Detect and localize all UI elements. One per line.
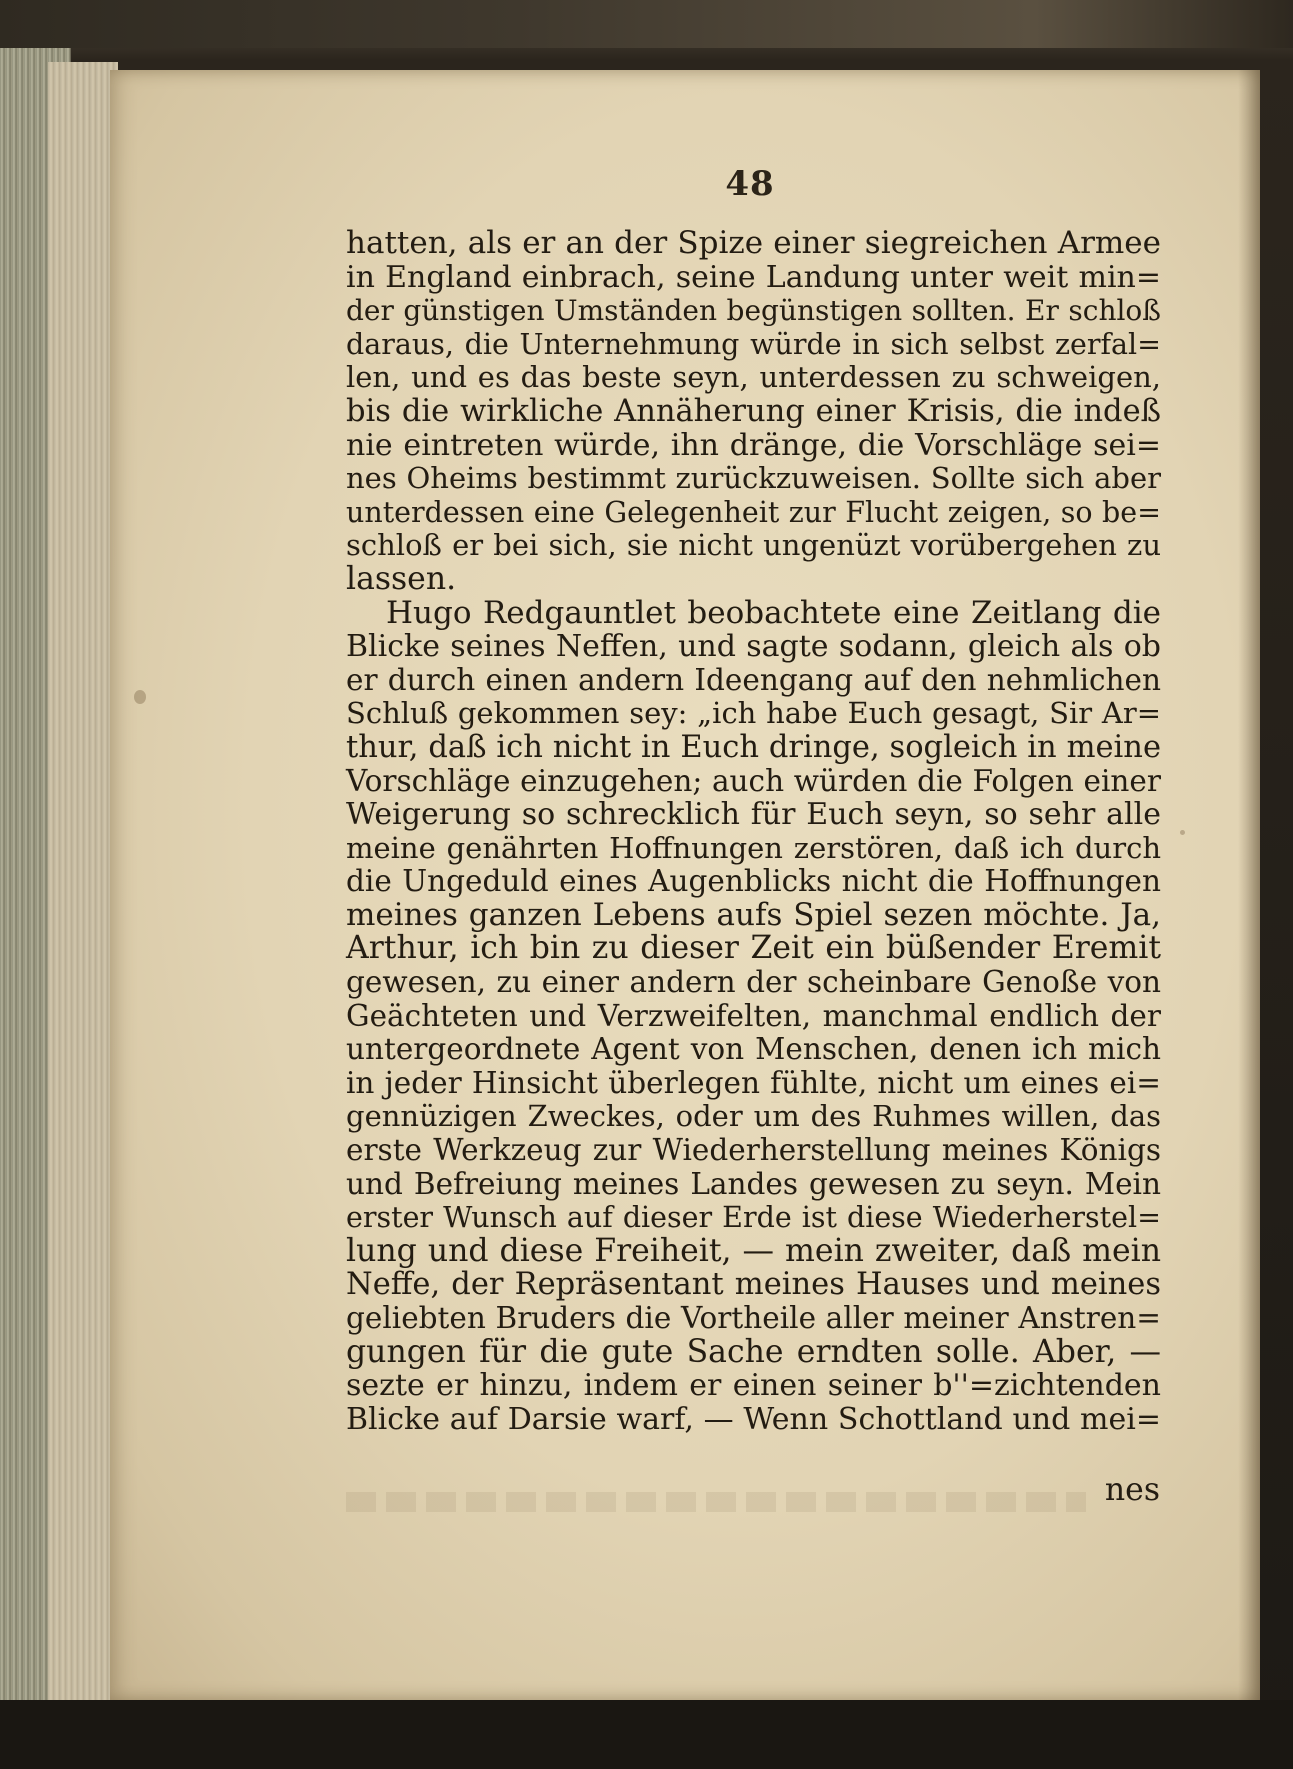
text-line: Neffe, der Repräsentant meines Hauses und meines — [346, 1267, 1161, 1303]
text-line: gennüzigen Zweckes, oder um des Ruhmes willen, das — [346, 1099, 1161, 1134]
show-through-text — [346, 1492, 1086, 1512]
text-line: Blicke seines Neffen, und sagte sodann, gleich als ob — [346, 629, 1161, 665]
text-line: meine genährten Hoffnungen zerstören, daß ich durch — [346, 830, 1161, 865]
text-line: hatten, als er an der Spize einer siegreichen Armee — [346, 225, 1161, 261]
text-line: bis die wirkliche Annäherung einer Krisis, die indeß — [346, 393, 1161, 429]
text-line: daraus, die Unternehmung würde in sich selbst zerfal= — [346, 327, 1161, 361]
paper-stain — [1180, 830, 1185, 835]
text-line: sezte er hinzu, indem er einen seiner b''=zichtenden — [346, 1368, 1161, 1404]
text-line: Weigerung so schrecklich für Euch seyn, so sehr alle — [346, 797, 1161, 833]
text-line: meines ganzen Lebens aufs Spiel sezen möchte. Ja, — [346, 896, 1161, 933]
text-line: gewesen, zu einer andern der scheinbare Genoße von — [346, 965, 1161, 1000]
catchword: nes — [1104, 1472, 1160, 1508]
text-line: Schluß gekommen sey: „ich habe Euch gesagt, Sir Ar= — [346, 696, 1161, 731]
text-line: len, und es das beste seyn, unterdessen zu schweigen, — [346, 360, 1161, 395]
page-gutter-shadow — [1238, 70, 1260, 1700]
text-line: Blicke auf Darsie warf, — Wenn Schottland und mei= — [346, 1401, 1161, 1437]
text-line: untergeordnete Agent von Menschen, denen ich mich — [346, 1032, 1161, 1067]
text-line: Geächteten und Verzweifelten, manchmal endlich der — [346, 998, 1161, 1033]
text-line: der günstigen Umständen begünstigen sollten. Er schloß — [346, 294, 1161, 328]
text-line: lung und diese Freiheit, — mein zweiter, daß mein — [346, 1232, 1161, 1269]
bottom-shadow — [0, 1700, 1293, 1769]
text-line: nie eintreten würde, ihn dränge, die Vorschläge sei= — [346, 427, 1161, 463]
page-stack-inner — [48, 62, 118, 1702]
page-number: 48 — [725, 164, 775, 204]
text-line: in jeder Hinsicht überlegen fühlte, nicht um eines ei= — [346, 1065, 1161, 1100]
text-line: gungen für die gute Sache erndten solle. Aber, — — [346, 1333, 1161, 1370]
text-line: in England einbrach, seine Landung unter weit min= — [346, 259, 1161, 295]
paper-stain — [134, 690, 146, 704]
book-spine-top — [0, 0, 1293, 48]
text-line: geliebten Bruders die Vortheile aller meiner Anstren= — [346, 1301, 1161, 1335]
text-line: Hugo Redgauntlet beobachtete eine Zeitlang die — [386, 594, 1161, 631]
text-line: thur, daß ich nicht in Euch dringe, sogleich in meine — [346, 729, 1161, 765]
text-line: erste Werkzeug zur Wiederherstellung meines Königs — [346, 1133, 1161, 1168]
text-line: erster Wunsch auf dieser Erde ist diese Wiederherstel= — [346, 1201, 1161, 1235]
text-line: unterdessen eine Gelegenheit zur Flucht zeigen, so be= — [346, 495, 1161, 529]
text-line: schloß er bei sich, sie nicht ungenüzt vorübergehen zu — [346, 528, 1161, 563]
text-line: nes Oheims bestimmt zurückzuweisen. Sollte sich aber — [346, 461, 1161, 496]
text-line: Arthur, ich bin zu dieser Zeit ein büßender Eremit — [346, 930, 1161, 967]
text-line: und Befreiung meines Landes gewesen zu seyn. Mein — [346, 1166, 1161, 1201]
text-line: die Ungeduld eines Augenblicks nicht die Hoffnungen — [346, 864, 1161, 899]
text-line: lassen. — [346, 560, 457, 597]
text-line: er durch einen andern Ideengang auf den nehmlichen — [346, 662, 1161, 697]
page-text — [346, 227, 1161, 1436]
text-line: Vorschläge einzugehen; auch würden die Folgen einer — [346, 763, 1161, 798]
